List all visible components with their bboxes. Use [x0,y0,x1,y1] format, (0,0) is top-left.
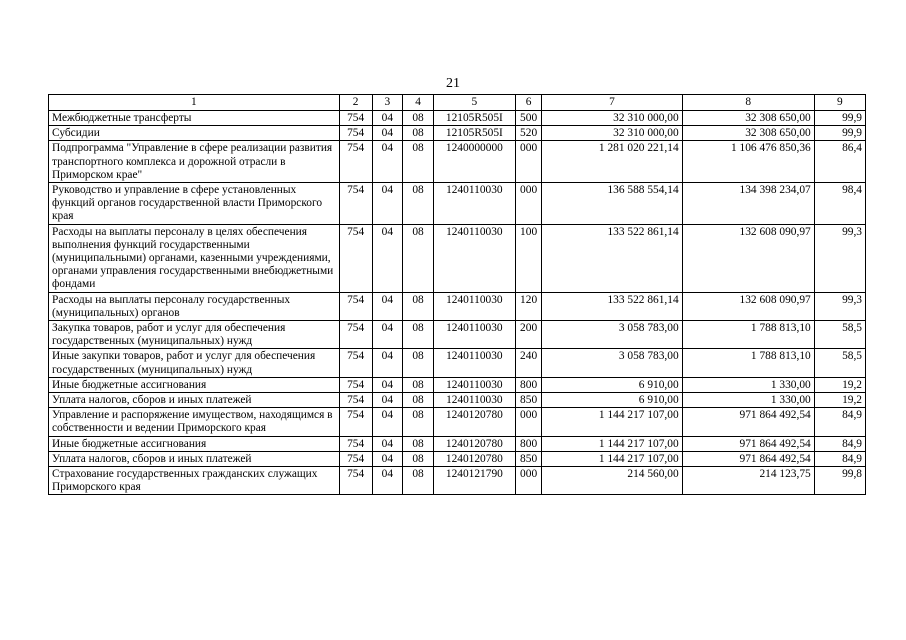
row-planned-amount: 3 058 783,00 [542,349,682,377]
row-planned-amount: 133 522 861,14 [542,292,682,320]
row-target-article: 12105R505I [433,111,515,126]
row-subsection-code: 08 [403,111,434,126]
row-execution-percent: 99,3 [814,224,865,292]
column-header-1: 1 [49,95,340,111]
table-row [49,349,866,377]
table-row [49,141,866,183]
row-grbs-code: 754 [339,451,372,466]
row-section-code: 04 [372,408,403,436]
row-section-code: 04 [372,393,403,408]
column-header-8: 8 [682,95,814,111]
row-name: Иные бюджетные ассигнования [49,377,340,392]
row-subsection-code: 08 [403,292,434,320]
row-grbs-code: 754 [339,126,372,141]
row-section-code: 04 [372,292,403,320]
column-header-3: 3 [372,95,403,111]
row-executed-amount: 214 123,75 [682,467,814,495]
row-executed-amount: 32 308 650,00 [682,126,814,141]
row-name: Уплата налогов, сборов и иных платежей [49,451,340,466]
row-target-article: 1240110030 [433,393,515,408]
row-execution-percent: 84,9 [814,436,865,451]
row-grbs-code: 754 [339,393,372,408]
row-expense-type: 100 [515,224,542,292]
row-subsection-code: 08 [403,393,434,408]
row-name: Расходы на выплаты персоналу в целях обеспечения выполнения функций государственными (муниципальными) органами, казенными учреждениями, органами управления государственными внебюджетными фондами [49,224,340,292]
row-grbs-code: 754 [339,141,372,183]
row-grbs-code: 754 [339,349,372,377]
row-executed-amount: 132 608 090,97 [682,292,814,320]
table-row [49,393,866,408]
row-subsection-code: 08 [403,349,434,377]
row-executed-amount: 1 788 813,10 [682,349,814,377]
row-expense-type: 200 [515,321,542,349]
row-target-article: 1240000000 [433,141,515,183]
row-target-article: 1240110030 [433,349,515,377]
row-execution-percent: 84,9 [814,451,865,466]
row-name: Расходы на выплаты персоналу государственных (муниципальных) органов [49,292,340,320]
row-subsection-code: 08 [403,321,434,349]
row-expense-type: 120 [515,292,542,320]
table-row [49,467,866,495]
row-planned-amount: 1 144 217 107,00 [542,436,682,451]
row-executed-amount: 971 864 492,54 [682,408,814,436]
row-subsection-code: 08 [403,183,434,225]
row-executed-amount: 134 398 234,07 [682,183,814,225]
row-name: Страхование государственных гражданских служащих Приморского края [49,467,340,495]
row-planned-amount: 3 058 783,00 [542,321,682,349]
row-expense-type: 000 [515,467,542,495]
table-row [49,408,866,436]
row-expense-type: 240 [515,349,542,377]
row-grbs-code: 754 [339,292,372,320]
row-name: Подпрограмма "Управление в сфере реализации развития транспортного комплекса и дорожной отрасли в Приморском крае" [49,141,340,183]
table-row [49,436,866,451]
row-target-article: 1240110030 [433,292,515,320]
header-row [49,95,866,111]
row-execution-percent: 58,5 [814,349,865,377]
table-header [49,95,866,111]
table-row [49,111,866,126]
row-executed-amount: 971 864 492,54 [682,451,814,466]
row-planned-amount: 1 281 020 221,14 [542,141,682,183]
row-planned-amount: 136 588 554,14 [542,183,682,225]
table-row [49,451,866,466]
row-grbs-code: 754 [339,111,372,126]
row-name: Иные бюджетные ассигнования [49,436,340,451]
column-header-2: 2 [339,95,372,111]
row-grbs-code: 754 [339,224,372,292]
row-planned-amount: 214 560,00 [542,467,682,495]
row-planned-amount: 32 310 000,00 [542,126,682,141]
row-execution-percent: 19,2 [814,377,865,392]
row-subsection-code: 08 [403,436,434,451]
row-section-code: 04 [372,183,403,225]
row-planned-amount: 32 310 000,00 [542,111,682,126]
row-execution-percent: 99,8 [814,467,865,495]
row-execution-percent: 99,3 [814,292,865,320]
row-name: Межбюджетные трансферты [49,111,340,126]
row-planned-amount: 6 910,00 [542,377,682,392]
row-executed-amount: 132 608 090,97 [682,224,814,292]
table-row [49,321,866,349]
row-subsection-code: 08 [403,377,434,392]
row-target-article: 12105R505I [433,126,515,141]
budget-table [48,94,866,495]
row-section-code: 04 [372,467,403,495]
row-subsection-code: 08 [403,451,434,466]
column-header-6: 6 [515,95,542,111]
row-target-article: 1240120780 [433,436,515,451]
row-name: Иные закупки товаров, работ и услуг для обеспечения государственных (муниципальных) нужд [49,349,340,377]
row-target-article: 1240110030 [433,183,515,225]
row-execution-percent: 99,9 [814,126,865,141]
row-execution-percent: 19,2 [814,393,865,408]
row-execution-percent: 86,4 [814,141,865,183]
row-section-code: 04 [372,141,403,183]
row-section-code: 04 [372,377,403,392]
row-expense-type: 800 [515,436,542,451]
row-subsection-code: 08 [403,141,434,183]
row-subsection-code: 08 [403,126,434,141]
row-expense-type: 520 [515,126,542,141]
row-grbs-code: 754 [339,183,372,225]
row-section-code: 04 [372,436,403,451]
row-executed-amount: 1 330,00 [682,393,814,408]
row-target-article: 1240110030 [433,321,515,349]
row-execution-percent: 58,5 [814,321,865,349]
table-row [49,377,866,392]
row-planned-amount: 133 522 861,14 [542,224,682,292]
row-section-code: 04 [372,451,403,466]
row-name: Управление и распоряжение имуществом, находящимся в собственности и ведении Приморского края [49,408,340,436]
row-expense-type: 000 [515,408,542,436]
column-header-4: 4 [403,95,434,111]
row-section-code: 04 [372,224,403,292]
table-row [49,126,866,141]
row-execution-percent: 99,9 [814,111,865,126]
row-executed-amount: 971 864 492,54 [682,436,814,451]
row-grbs-code: 754 [339,436,372,451]
column-header-7: 7 [542,95,682,111]
row-execution-percent: 84,9 [814,408,865,436]
row-expense-type: 000 [515,183,542,225]
row-expense-type: 000 [515,141,542,183]
row-subsection-code: 08 [403,224,434,292]
row-section-code: 04 [372,349,403,377]
page-number: 21 [446,76,460,91]
row-executed-amount: 32 308 650,00 [682,111,814,126]
table-row [49,292,866,320]
row-planned-amount: 1 144 217 107,00 [542,451,682,466]
row-name: Закупка товаров, работ и услуг для обеспечения государственных (муниципальных) нужд [49,321,340,349]
row-section-code: 04 [372,321,403,349]
row-executed-amount: 1 106 476 850,36 [682,141,814,183]
table-row [49,224,866,292]
row-name: Руководство и управление в сфере установленных функций органов государственной власти Приморского края [49,183,340,225]
row-grbs-code: 754 [339,467,372,495]
row-target-article: 1240110030 [433,224,515,292]
row-expense-type: 850 [515,393,542,408]
row-planned-amount: 6 910,00 [542,393,682,408]
row-target-article: 1240121790 [433,467,515,495]
row-expense-type: 850 [515,451,542,466]
row-grbs-code: 754 [339,408,372,436]
row-section-code: 04 [372,126,403,141]
row-name: Уплата налогов, сборов и иных платежей [49,393,340,408]
row-section-code: 04 [372,111,403,126]
column-header-9: 9 [814,95,865,111]
row-execution-percent: 98,4 [814,183,865,225]
row-grbs-code: 754 [339,377,372,392]
row-executed-amount: 1 330,00 [682,377,814,392]
column-header-5: 5 [433,95,515,111]
row-target-article: 1240120780 [433,451,515,466]
row-target-article: 1240120780 [433,408,515,436]
row-subsection-code: 08 [403,467,434,495]
row-expense-type: 800 [515,377,542,392]
table-row [49,183,866,225]
row-name: Субсидии [49,126,340,141]
row-executed-amount: 1 788 813,10 [682,321,814,349]
row-grbs-code: 754 [339,321,372,349]
row-expense-type: 500 [515,111,542,126]
row-target-article: 1240110030 [433,377,515,392]
table-body [49,111,866,495]
row-subsection-code: 08 [403,408,434,436]
row-planned-amount: 1 144 217 107,00 [542,408,682,436]
